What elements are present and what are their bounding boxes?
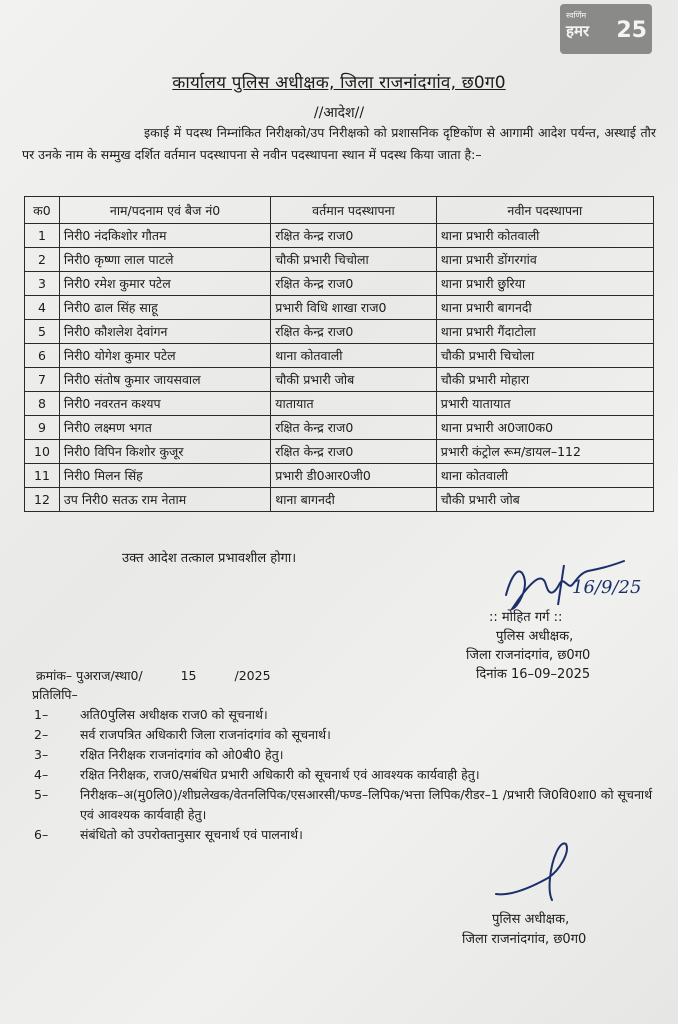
row-current-posting: प्रभारी डी0आर0जी0: [271, 464, 437, 488]
row-new-posting: चौकी प्रभारी मोहारा: [436, 368, 653, 392]
row-serial: 12: [25, 488, 60, 512]
table-row: [25, 272, 654, 296]
signature-mark-2: [490, 838, 580, 903]
row-name: निरी0 लक्ष्मण भगत: [59, 416, 270, 440]
row-current-posting: थाना बागनदी: [271, 488, 437, 512]
signature-block-2: [462, 910, 586, 950]
signer2-district: जिला राजनांदगांव, छ0ग0: [462, 932, 587, 947]
row-current-posting: प्रभारी विधि शाखा राज0: [271, 296, 437, 320]
row-name: निरी0 विपिन किशोर कुजूर: [59, 440, 270, 464]
intro-paragraph: इकाई में पदस्थ निम्नांकित निरीक्षको/उप निरीक्षको को प्रशासनिक दृष्टिकोंण से आगामी आदेश पर्यन्त, अस्थाई तौर पर उनके नाम के सम्मुख दर्शित वर्तमान पदस्थापना से नवीन पदस्थापना स्थान में पदस्थ किया जाता है:–: [22, 125, 656, 162]
row-serial: 11: [25, 464, 60, 488]
row-current-posting: रक्षित केन्द्र राज0: [271, 440, 437, 464]
row-current-posting: रक्षित केन्द्र राज0: [271, 224, 437, 248]
copy-heading: प्रतिलिपि–: [32, 687, 78, 702]
row-new-posting: थाना प्रभारी अ0जा0क0: [436, 416, 653, 440]
header-serial: क0: [25, 197, 60, 224]
row-current-posting: यातायात: [271, 392, 437, 416]
header-new-posting: नवीन पदस्थापना: [436, 197, 653, 224]
row-name: निरी0 संतोष कुमार जायसवाल: [59, 368, 270, 392]
row-new-posting: चौकी प्रभारी चिचोला: [436, 344, 653, 368]
list-item: 2– सर्व राजपत्रित अधिकारी जिला राजनांदगांव को सूचनार्थ।: [34, 727, 331, 742]
table-row: [25, 296, 654, 320]
table-row: [25, 488, 654, 512]
logo-number: 25: [616, 18, 647, 43]
table-header-row: [25, 197, 654, 224]
logo-text-main: हमर: [566, 22, 590, 40]
reference-year: /2025: [234, 668, 271, 683]
copy-list: [34, 705, 664, 845]
row-serial: 5: [25, 320, 60, 344]
row-name: निरी0 नंदकिशोर गौतम: [59, 224, 270, 248]
row-new-posting: थाना प्रभारी बागनदी: [436, 296, 653, 320]
logo-text-top: स्वर्णिम: [566, 11, 587, 20]
list-item: 1– अति0पुलिस अधीक्षक राज0 को सूचनार्थ।: [34, 707, 268, 722]
table-row: [25, 392, 654, 416]
list-item: 5– निरीक्षक–अ(मु0लि0)/शीघ्रलेखक/वेतनलिपिक/एसआरसी/फण्ड–लिपिक/भत्ता लिपिक/रीडर–1 /प्रभारी जि0वि0शा0 को सूचनार्थ एवं आवश्यक कार्यवाही हेतु।: [34, 787, 653, 822]
anniversary-logo: [560, 4, 652, 54]
reference-prefix: क्रमांक– पुअराज/स्था0/: [36, 668, 143, 683]
row-new-posting: चौकी प्रभारी जोब: [436, 488, 653, 512]
row-name: निरी0 नवरतन कश्यप: [59, 392, 270, 416]
row-new-posting: थाना प्रभारी छुरिया: [436, 272, 653, 296]
list-item: 6– संबंधितो को उपरोक्तानुसार सूचनार्थ एवं पालनार्थ।: [34, 827, 303, 842]
signature-mark: [498, 555, 648, 615]
office-title: कार्यालय पुलिस अधीक्षक, जिला राजनांदगांव, छ0ग0: [172, 73, 506, 93]
row-new-posting: थाना प्रभारी गैंदाटोला: [436, 320, 653, 344]
row-name: उप निरी0 सतऊ राम नेताम: [59, 488, 270, 512]
row-name: निरी0 रमेश कुमार पटेल: [59, 272, 270, 296]
row-serial: 6: [25, 344, 60, 368]
table-row: [25, 440, 654, 464]
row-serial: 4: [25, 296, 60, 320]
row-current-posting: रक्षित केन्द्र राज0: [271, 416, 437, 440]
row-serial: 3: [25, 272, 60, 296]
row-serial: 2: [25, 248, 60, 272]
row-current-posting: रक्षित केन्द्र राज0: [271, 272, 437, 296]
row-serial: 8: [25, 392, 60, 416]
row-new-posting: थाना कोतवाली: [436, 464, 653, 488]
row-name: निरी0 कृष्णा लाल पाटले: [59, 248, 270, 272]
row-new-posting: थाना प्रभारी डोंगरगांव: [436, 248, 653, 272]
row-current-posting: रक्षित केन्द्र राज0: [271, 320, 437, 344]
signature-date: 16/9/25: [572, 577, 642, 598]
row-name: निरी0 ढाल सिंह साहू: [59, 296, 270, 320]
list-item: 3– रक्षित निरीक्षक राजनांदगांव को ओ0बी0 हेतु।: [34, 747, 284, 762]
reference-number: [36, 667, 271, 684]
row-name: निरी0 कौशलेश देवांगन: [59, 320, 270, 344]
order-label: //आदेश//: [313, 105, 365, 121]
table-row: [25, 248, 654, 272]
row-serial: 7: [25, 368, 60, 392]
row-name: निरी0 मिलन सिंह: [59, 464, 270, 488]
row-serial: 10: [25, 440, 60, 464]
postings-table: [24, 196, 654, 512]
table-row: [25, 344, 654, 368]
row-serial: 9: [25, 416, 60, 440]
table-row: [25, 416, 654, 440]
effective-note: उक्त आदेश तत्काल प्रभावशील होगा।: [122, 551, 297, 566]
signature-block: [446, 608, 676, 684]
row-current-posting: थाना कोतवाली: [271, 344, 437, 368]
signer-designation: पुलिस अधीक्षक,: [496, 629, 574, 644]
header-name: नाम/पदनाम एवं बैज नं0: [59, 197, 270, 224]
row-name: निरी0 योगेश कुमार पटेल: [59, 344, 270, 368]
signer-district: जिला राजनांदगांव, छ0ग0: [466, 648, 591, 663]
row-new-posting: थाना प्रभारी कोतवाली: [436, 224, 653, 248]
row-new-posting: प्रभारी कंट्रोल रूम/डायल–112: [436, 440, 653, 464]
table-row: [25, 464, 654, 488]
row-new-posting: प्रभारी यातायात: [436, 392, 653, 416]
row-current-posting: चौकी प्रभारी जोब: [271, 368, 437, 392]
table-row: [25, 368, 654, 392]
row-current-posting: चौकी प्रभारी चिचोला: [271, 248, 437, 272]
signer2-designation: पुलिस अधीक्षक,: [492, 912, 570, 927]
table-row: [25, 224, 654, 248]
header-current-posting: वर्तमान पदस्थापना: [271, 197, 437, 224]
list-item: 4– रक्षित निरीक्षक, राज0/सबंधित प्रभारी अधिकारी को सूचनार्थ एवं आवश्यक कार्यवाही हेतु।: [34, 767, 480, 782]
row-serial: 1: [25, 224, 60, 248]
signer-name: :: मोहित गर्ग ::: [489, 610, 563, 625]
table-row: [25, 320, 654, 344]
reference-num: 15: [180, 668, 197, 683]
order-date: दिनांक 16–09–2025: [476, 667, 591, 682]
